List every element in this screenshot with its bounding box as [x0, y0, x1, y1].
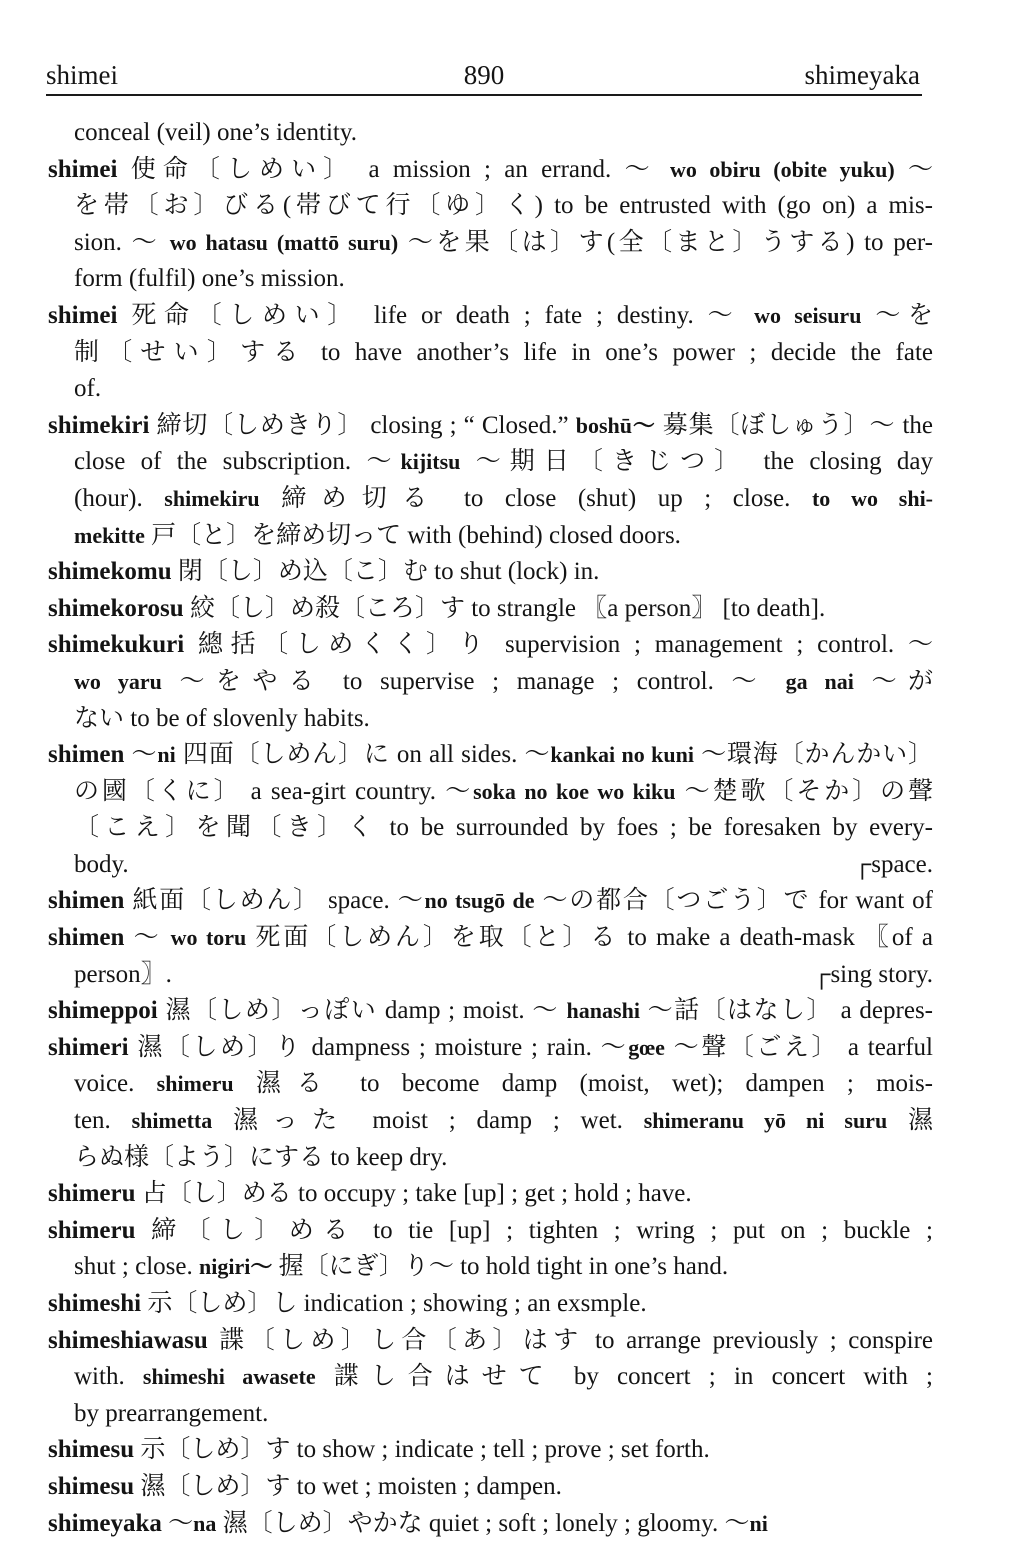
definition-text: shut ; close. — [74, 1253, 199, 1281]
entry-line — [48, 225, 933, 262]
definition-text: with. — [74, 1363, 143, 1391]
romaji-phrase: wo hatasu (mattō suru) — [169, 229, 399, 255]
entry-line — [48, 957, 933, 994]
definition-text: conceal (veil) one’s identity. — [74, 119, 357, 146]
definition-text: 閉〔し〕め込〔こ〕む to shut (lock) in. — [171, 558, 600, 586]
headword: shimekiri — [48, 411, 150, 439]
headword: shimen — [48, 887, 125, 915]
definition-text: ～ — [124, 924, 171, 952]
definition-text: 使命〔しめい〕 a mission ; an errand. ～ — [117, 155, 670, 183]
entry-line — [48, 664, 933, 701]
definition-text: 締め切る to close (shut) up ; close. — [259, 484, 812, 512]
romaji-phrase: mekitte — [74, 522, 145, 548]
entry-line-headword — [48, 554, 933, 591]
definition-text: 濕〔しめ〕り dampness ; moisture ; rain. ～ — [128, 1033, 629, 1061]
definition-text: ～聲〔ごえ〕 a tearful — [664, 1033, 933, 1061]
entry-line — [48, 115, 933, 152]
definition-text: 諜〔しめ〕し合〔あ〕はす to arrange previously ; conspire — [207, 1326, 933, 1354]
entry-line-headword — [48, 1469, 933, 1506]
entry-line-headword — [48, 1432, 933, 1469]
definition-text: person〗. — [74, 960, 172, 988]
romaji-phrase: shimekiru — [164, 485, 260, 511]
running-header — [46, 58, 922, 96]
definition-text: voice. — [74, 1070, 157, 1098]
entry-line-headword — [48, 883, 933, 920]
headword: shimeyaka — [48, 1509, 162, 1537]
romaji-phrase: soka no koe wo kiku — [473, 778, 676, 804]
headword: shimesu — [48, 1472, 135, 1500]
headword: shimekorosu — [48, 594, 184, 622]
romaji-phrase: wo yaru — [74, 668, 162, 694]
entry-line — [48, 371, 933, 408]
entry-line-headword — [48, 591, 933, 628]
definition-text: ～ — [124, 741, 158, 769]
entry-line — [48, 847, 933, 884]
definition-text: 紙面〔しめん〕 space. ～ — [124, 887, 425, 915]
definition-text: body. — [74, 850, 129, 878]
definition-text: 濕った moist ; damp ; wet. — [212, 1107, 644, 1135]
definition-text: 總括〔しめくく〕り supervision ; management ; control. ～ — [184, 631, 933, 659]
right-guide-word: shimeyaka — [804, 60, 920, 90]
definition-text: by prearrangement. — [74, 1399, 269, 1427]
definition-text: の國〔くに〕 a sea-girt country. ～ — [74, 777, 474, 805]
headword: shimekomu — [48, 558, 172, 586]
definition-text: 濕〔しめ〕す to wet ; moisten ; dampen. — [134, 1472, 562, 1500]
definition-text: ten. — [74, 1107, 132, 1135]
entry-line-headword — [48, 1030, 933, 1067]
definition-text: 締切〔しめきり〕 closing ; “ Closed.” — [149, 411, 576, 439]
entry-line-headword — [48, 1213, 933, 1250]
romaji-phrase: wo obiru (obite yuku) — [669, 156, 895, 182]
entry-line — [48, 701, 933, 738]
definition-text: 募集〔ぼしゅう〕～ the — [655, 411, 933, 439]
definition-text: 濕〔しめ〕やかな quiet ; soft ; lonely ; gloomy. ～ — [216, 1509, 750, 1537]
entry-line-headword — [48, 408, 933, 445]
romaji-phrase: ni — [749, 1510, 768, 1536]
romaji-phrase: kankai no kuni — [550, 742, 694, 768]
entry-line-headword — [48, 298, 933, 335]
definition-text: form (fulfil) one’s mission. — [74, 265, 345, 293]
entry-line-headword — [48, 1286, 933, 1323]
headword: shimekukuri — [48, 631, 185, 659]
headword: shimeri — [48, 1033, 129, 1061]
romaji-phrase: no tsugō de — [424, 888, 535, 914]
headword: shimeshiawasu — [48, 1326, 208, 1354]
romaji-phrase: kijitsu — [400, 449, 461, 475]
definition-text: 占〔し〕める to occupy ; take [up] ; get ; hold ; have. — [135, 1180, 692, 1208]
definition-text: 示〔しめ〕し indication ; showing ; an exsmple. — [141, 1290, 647, 1317]
definition-text: 戸〔と〕を締め切って with (behind) closed doors. — [144, 521, 681, 549]
definition-text: を帯〔お〕びる(帯びて行〔ゆ〕く) to be entrusted with (go on) a mis- — [74, 192, 933, 220]
entry-line — [48, 1103, 933, 1140]
definition-text: 絞〔し〕め殺〔ころ〕す to strangle 〖a person〗 [to death]. — [183, 594, 826, 622]
definition-text: 死命〔しめい〕 life or death ; fate ; destiny. ～ — [117, 301, 755, 329]
dictionary-entries — [48, 115, 933, 1542]
entry-line — [48, 1249, 933, 1286]
entry-line — [48, 1359, 933, 1396]
runover-text: ┌sing story. — [812, 960, 933, 988]
headword: shimei — [48, 155, 118, 183]
entry-line — [48, 481, 933, 518]
definition-text: close of the subscription. ～ — [74, 448, 401, 476]
romaji-phrase: gœe — [628, 1034, 665, 1060]
romaji-phrase: to wo shi- — [811, 485, 934, 511]
definition-text: 四面〔しめん〕に on all sides. ～ — [175, 741, 551, 769]
romaji-phrase: hanashi — [566, 998, 640, 1024]
entry-line — [48, 261, 933, 298]
definition-text: 握〔にぎ〕り～ to hold tight in one’s hand. — [272, 1253, 729, 1281]
definition-text: 制〔せい〕する to have another’s life in one’s power ; decide the fate — [74, 338, 933, 366]
page-number: 890 — [463, 60, 505, 90]
definition-text: ～話〔はなし〕 a depres- — [639, 997, 933, 1025]
entry-line — [48, 518, 933, 555]
definition-text: 濕る to become damp (moist, wet); dampen ; mois- — [233, 1070, 934, 1098]
romaji-phrase: shimetta — [131, 1108, 213, 1134]
definition-text: 〔こえ〕を聞〔き〕く to be surrounded by foes ; be foresaken by every- — [74, 814, 933, 842]
entry-line — [48, 444, 933, 481]
romaji-phrase: shimeru — [156, 1071, 234, 1097]
entry-line-headword — [48, 152, 933, 189]
headword: shimesu — [48, 1436, 135, 1464]
definition-text: ～ — [894, 155, 933, 183]
headword: shimeshi — [48, 1290, 142, 1317]
entry-line — [48, 1140, 933, 1177]
headword: shimei — [48, 301, 118, 329]
romaji-phrase: ga nai — [785, 668, 854, 694]
definition-text: ～の都合〔つごう〕で for want of — [534, 887, 933, 915]
definition-text: ない to be of slovenly habits. — [74, 704, 370, 732]
headword: shimeppoi — [48, 997, 158, 1025]
definition-text: sion. ～ — [74, 228, 170, 256]
entry-line — [48, 774, 933, 811]
headword: shimeru — [48, 1216, 136, 1244]
definition-text: 示〔しめ〕す to show ; indicate ; tell ; prove ; set forth. — [134, 1436, 710, 1464]
definition-text: 死面〔しめん〕を取〔と〕る to make a death-mask 〖of a — [246, 924, 933, 952]
headword: shimen — [48, 741, 125, 769]
romaji-phrase: ni — [157, 742, 176, 768]
left-guide-word: shimei — [46, 60, 118, 90]
romaji-phrase: na — [193, 1510, 217, 1536]
definition-text: 濕 — [887, 1107, 933, 1135]
entry-line-headword — [48, 1176, 933, 1213]
entry-line — [48, 810, 933, 847]
entry-line-headword — [48, 920, 933, 957]
runover-text: ┌space. — [853, 850, 933, 878]
headword: shimeru — [48, 1180, 136, 1208]
entry-line-headword — [48, 1323, 933, 1360]
definition-text: ～を果〔は〕す(全〔まと〕うする) to per- — [398, 228, 933, 256]
entry-line — [48, 335, 933, 372]
definition-text: ～楚歌〔そか〕の聲 — [675, 777, 933, 805]
entry-line-headword — [48, 627, 933, 664]
romaji-phrase: wo seisuru — [754, 302, 862, 328]
definition-text: ～が — [853, 667, 933, 695]
definition-text: ～期日〔きじつ〕 the closing day — [460, 448, 933, 476]
headword: shimen — [48, 924, 125, 952]
romaji-phrase: shimeranu yō ni suru — [643, 1108, 888, 1134]
romaji-phrase: shimeshi awasete — [142, 1364, 316, 1390]
definition-text: of. — [74, 375, 102, 403]
entry-line — [48, 188, 933, 225]
definition-text: らぬ様〔よう〕にする to keep dry. — [74, 1143, 448, 1171]
definition-text: ～環海〔かんかい〕 — [693, 741, 933, 769]
romaji-phrase: nigiri～ — [199, 1254, 273, 1280]
definition-text: (hour). — [74, 484, 165, 512]
romaji-phrase: wo toru — [170, 925, 247, 951]
definition-text: 諜し合はせて by concert ; in concert with ; — [315, 1363, 934, 1391]
entry-line — [48, 1066, 933, 1103]
entry-line-headword — [48, 1506, 933, 1543]
entry-line-headword — [48, 737, 933, 774]
definition-text: ～を — [861, 301, 933, 329]
definition-text: 締〔し〕める to tie [up] ; tighten ; wring ; put on ; buckle ; — [135, 1216, 933, 1244]
entry-line — [48, 1396, 933, 1433]
definition-text: 濕〔しめ〕っぽい damp ; moist. ～ — [157, 997, 567, 1025]
definition-text: ～をやる to supervise ; manage ; control. ～ — [161, 667, 786, 695]
romaji-phrase: boshū～ — [575, 412, 656, 438]
definition-text: ～ — [161, 1509, 194, 1537]
entry-line-headword — [48, 993, 933, 1030]
